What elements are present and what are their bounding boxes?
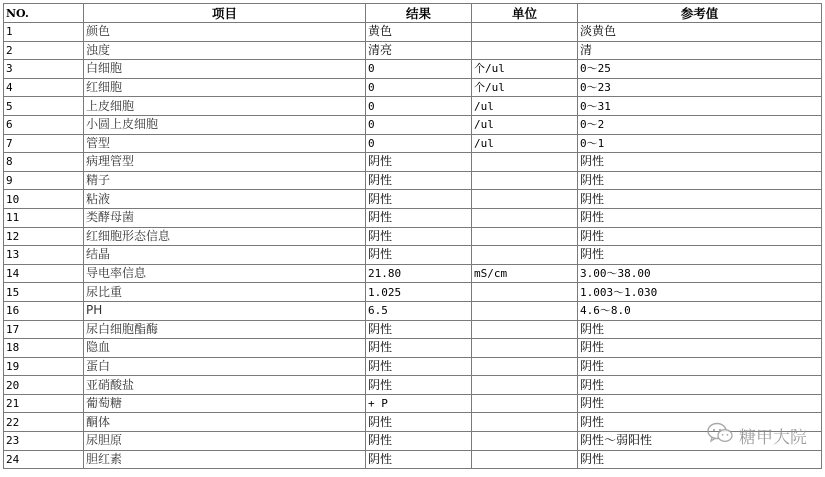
table-row (4, 41, 822, 60)
cell-result: 阴性 (366, 171, 472, 190)
table-row (4, 153, 822, 172)
cell-item: 类酵母菌 (84, 208, 366, 227)
table-row (4, 394, 822, 413)
cell-result: 阴性 (366, 376, 472, 395)
cell-result: 阴性 (366, 339, 472, 358)
cell-item: 红细胞 (84, 78, 366, 97)
cell-item: 颜色 (84, 23, 366, 42)
cell-item: 蛋白 (84, 357, 366, 376)
table-row (4, 208, 822, 227)
header-reference: 参考值 (578, 4, 822, 23)
cell-no: 5 (4, 97, 84, 116)
cell-item: PH (84, 301, 366, 320)
cell-unit (472, 357, 578, 376)
table-row (4, 264, 822, 283)
cell-unit (472, 246, 578, 265)
cell-item: 病理管型 (84, 153, 366, 172)
cell-item: 精子 (84, 171, 366, 190)
cell-result: 阴性 (366, 190, 472, 209)
cell-item: 隐血 (84, 339, 366, 358)
cell-no: 6 (4, 115, 84, 134)
cell-unit (472, 376, 578, 395)
cell-reference: 0～23 (578, 78, 822, 97)
header-item: 项目 (84, 4, 366, 23)
cell-reference: 阴性 (578, 171, 822, 190)
cell-result: 6.5 (366, 301, 472, 320)
cell-no: 18 (4, 339, 84, 358)
cell-item: 导电率信息 (84, 264, 366, 283)
cell-item: 结晶 (84, 246, 366, 265)
header-unit: 单位 (472, 4, 578, 23)
cell-no: 7 (4, 134, 84, 153)
table-row (4, 115, 822, 134)
cell-no: 11 (4, 208, 84, 227)
table-row (4, 227, 822, 246)
cell-reference: 0～2 (578, 115, 822, 134)
cell-result: 黄色 (366, 23, 472, 42)
cell-result: 0 (366, 115, 472, 134)
table-row (4, 320, 822, 339)
cell-no: 3 (4, 60, 84, 79)
cell-no: 20 (4, 376, 84, 395)
cell-unit (472, 283, 578, 302)
cell-unit (472, 41, 578, 60)
cell-reference: 清 (578, 41, 822, 60)
cell-no: 16 (4, 301, 84, 320)
cell-item: 亚硝酸盐 (84, 376, 366, 395)
cell-result: + P (366, 394, 472, 413)
cell-result: 阴性 (366, 246, 472, 265)
cell-unit (472, 227, 578, 246)
cell-result: 0 (366, 78, 472, 97)
cell-unit (472, 413, 578, 432)
cell-item: 尿比重 (84, 283, 366, 302)
cell-reference: 阴性 (578, 376, 822, 395)
cell-result: 阴性 (366, 357, 472, 376)
cell-item: 浊度 (84, 41, 366, 60)
cell-result: 阴性 (366, 208, 472, 227)
cell-reference: 阴性 (578, 357, 822, 376)
cell-unit: 个/ul (472, 78, 578, 97)
table-header-row (4, 4, 822, 23)
cell-no: 8 (4, 153, 84, 172)
cell-result: 清亮 (366, 41, 472, 60)
table-row (4, 246, 822, 265)
table-body (4, 23, 822, 469)
cell-reference: 淡黄色 (578, 23, 822, 42)
cell-item: 小圆上皮细胞 (84, 115, 366, 134)
cell-no: 23 (4, 432, 84, 451)
cell-unit (472, 339, 578, 358)
cell-no: 17 (4, 320, 84, 339)
cell-result: 阴性 (366, 413, 472, 432)
cell-result: 0 (366, 134, 472, 153)
cell-reference: 阴性 (578, 246, 822, 265)
cell-reference: 阴性 (578, 339, 822, 358)
cell-no: 24 (4, 450, 84, 469)
cell-reference: 阴性 (578, 320, 822, 339)
cell-item: 红细胞形态信息 (84, 227, 366, 246)
cell-reference: 1.003～1.030 (578, 283, 822, 302)
cell-unit (472, 450, 578, 469)
cell-item: 胆红素 (84, 450, 366, 469)
cell-result: 阴性 (366, 227, 472, 246)
cell-item: 酮体 (84, 413, 366, 432)
cell-no: 19 (4, 357, 84, 376)
table-row (4, 190, 822, 209)
cell-unit: /ul (472, 97, 578, 116)
cell-reference: 0～31 (578, 97, 822, 116)
cell-no: 2 (4, 41, 84, 60)
urinalysis-report (3, 3, 821, 469)
cell-unit: /ul (472, 115, 578, 134)
cell-unit: 个/ul (472, 60, 578, 79)
cell-unit: mS/cm (472, 264, 578, 283)
cell-reference: 阴性 (578, 190, 822, 209)
cell-unit (472, 432, 578, 451)
cell-unit (472, 23, 578, 42)
table-row (4, 450, 822, 469)
cell-reference: 阴性 (578, 450, 822, 469)
cell-reference: 0～1 (578, 134, 822, 153)
cell-item: 尿胆原 (84, 432, 366, 451)
cell-unit (472, 153, 578, 172)
cell-unit (472, 301, 578, 320)
header-no: NO. (4, 4, 84, 23)
cell-no: 4 (4, 78, 84, 97)
table-row (4, 339, 822, 358)
cell-no: 9 (4, 171, 84, 190)
cell-result: 阴性 (366, 320, 472, 339)
cell-no: 15 (4, 283, 84, 302)
results-table (3, 3, 822, 469)
header-result: 结果 (366, 4, 472, 23)
cell-no: 22 (4, 413, 84, 432)
table-row (4, 134, 822, 153)
table-row (4, 78, 822, 97)
cell-reference: 阴性 (578, 153, 822, 172)
table-row (4, 60, 822, 79)
cell-no: 12 (4, 227, 84, 246)
cell-reference: 阴性 (578, 413, 822, 432)
cell-unit (472, 190, 578, 209)
cell-reference: 3.00～38.00 (578, 264, 822, 283)
cell-no: 1 (4, 23, 84, 42)
cell-result: 1.025 (366, 283, 472, 302)
table-row (4, 171, 822, 190)
cell-no: 10 (4, 190, 84, 209)
cell-item: 粘液 (84, 190, 366, 209)
watermark-text: 糖甲大院 (739, 428, 807, 448)
cell-result: 21.80 (366, 264, 472, 283)
cell-unit (472, 171, 578, 190)
cell-no: 13 (4, 246, 84, 265)
table-row (4, 301, 822, 320)
cell-reference: 4.6～8.0 (578, 301, 822, 320)
cell-item: 葡萄糖 (84, 394, 366, 413)
cell-no: 21 (4, 394, 84, 413)
cell-result: 0 (366, 60, 472, 79)
cell-unit (472, 208, 578, 227)
cell-result: 阴性 (366, 153, 472, 172)
cell-unit (472, 320, 578, 339)
table-row (4, 432, 822, 451)
table-row (4, 413, 822, 432)
table-row (4, 357, 822, 376)
cell-unit: /ul (472, 134, 578, 153)
cell-result: 阴性 (366, 450, 472, 469)
cell-no: 14 (4, 264, 84, 283)
cell-item: 上皮细胞 (84, 97, 366, 116)
table-row (4, 376, 822, 395)
cell-reference: 阴性～弱阳性 (578, 432, 822, 451)
cell-result: 阴性 (366, 432, 472, 451)
cell-result: 0 (366, 97, 472, 116)
cell-unit (472, 394, 578, 413)
cell-reference: 阴性 (578, 394, 822, 413)
cell-reference: 0～25 (578, 60, 822, 79)
cell-item: 管型 (84, 134, 366, 153)
table-row (4, 97, 822, 116)
table-row (4, 283, 822, 302)
cell-item: 尿白细胞酯酶 (84, 320, 366, 339)
cell-reference: 阴性 (578, 227, 822, 246)
table-row (4, 23, 822, 42)
cell-reference: 阴性 (578, 208, 822, 227)
cell-item: 白细胞 (84, 60, 366, 79)
